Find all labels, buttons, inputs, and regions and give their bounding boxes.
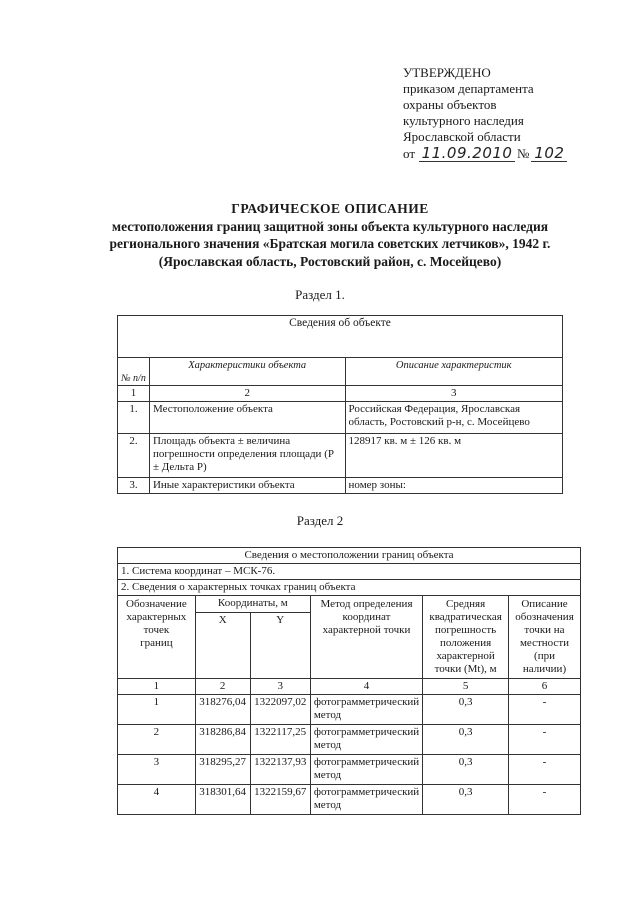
header-error: Средняя квадратическая погрешность положения характерной точки (Mt), м — [423, 596, 509, 679]
row-name: Местоположение объекта — [149, 402, 345, 434]
row-value: Российская Федерация, Ярославская область, Ростовский р-н, с. Мосейцево — [345, 402, 562, 434]
boundary-points-table — [117, 547, 581, 815]
point-method: фотограмметрический метод — [310, 695, 422, 725]
point-y: 1322159,67 — [250, 785, 310, 815]
title-line: местоположения границ защитной зоны объекта культурного наследия — [111, 218, 549, 234]
col-number: 5 — [423, 679, 509, 695]
point-id: 1 — [118, 695, 196, 725]
col-number: 1 — [118, 679, 196, 695]
object-info-table — [117, 315, 563, 494]
row-number: 3. — [118, 478, 150, 494]
approval-line: Ярославской области — [403, 129, 521, 144]
approval-line: приказом департамента — [403, 81, 534, 96]
col-number: 2 — [195, 679, 250, 695]
point-x: 318295,27 — [195, 755, 250, 785]
point-method: фотограмметрический метод — [310, 755, 422, 785]
point-error: 0,3 — [423, 755, 509, 785]
header-coords: Координаты, м — [195, 596, 310, 613]
approval-number: 102 — [531, 145, 567, 162]
table-title: Сведения о местоположении границ объекта — [118, 548, 581, 564]
row-value: 128917 кв. м ± 126 кв. м — [345, 434, 562, 478]
table-row — [118, 755, 581, 785]
approval-line: культурного наследия — [403, 113, 524, 128]
header-desc: Описание обозначения точки на местности (при наличии) — [509, 596, 581, 679]
points-title: 2. Сведения о характерных точках границ объекта — [118, 580, 581, 596]
table-row — [118, 725, 581, 755]
row-name: Иные характеристики объекта — [149, 478, 345, 494]
point-y: 1322137,93 — [250, 755, 310, 785]
header-cell: Описание характеристик — [345, 358, 562, 386]
point-method: фотограмметрический метод — [310, 725, 422, 755]
title-main: ГРАФИЧЕСКОЕ ОПИСАНИЕ — [231, 201, 429, 216]
approval-stamp — [403, 65, 567, 162]
point-x: 318276,04 — [195, 695, 250, 725]
point-error: 0,3 — [423, 725, 509, 755]
section2-heading: Раздел 2 — [296, 513, 344, 528]
header-cell: № п/п — [118, 358, 150, 386]
coord-system: 1. Система координат – МСК-76. — [118, 564, 581, 580]
approval-line: УТВЕРЖДЕНО — [403, 65, 491, 80]
point-error: 0,3 — [423, 695, 509, 725]
point-method: фотограмметрический метод — [310, 785, 422, 815]
document-title — [60, 200, 600, 270]
point-id: 2 — [118, 725, 196, 755]
approval-date: 11.09.2010 — [419, 145, 515, 162]
point-id: 4 — [118, 785, 196, 815]
col-number: 2 — [149, 386, 345, 402]
date-prefix: от — [403, 146, 416, 161]
title-line: (Ярославская область, Ростовский район, с. Мосейцево) — [158, 253, 502, 269]
header-cell: Характеристики объекта — [149, 358, 345, 386]
point-desc: - — [509, 785, 581, 815]
col-number: 4 — [310, 679, 422, 695]
point-x: 318286,84 — [195, 725, 250, 755]
col-number: 6 — [509, 679, 581, 695]
header-point: Обозначение характерных точек границ — [118, 596, 196, 679]
col-number: 3 — [250, 679, 310, 695]
table-row — [118, 434, 563, 478]
row-number: 2. — [118, 434, 150, 478]
point-y: 1322117,25 — [250, 725, 310, 755]
section1-heading: Раздел 1. — [295, 287, 345, 302]
point-y: 1322097,02 — [250, 695, 310, 725]
row-name: Площадь объекта ± величина погрешности определения площади (Р ± Дельта Р) — [149, 434, 345, 478]
table-row — [118, 695, 581, 725]
table-row — [118, 402, 563, 434]
table-title: Сведения об объекте — [118, 316, 563, 358]
table-row — [118, 478, 563, 494]
point-desc: - — [509, 755, 581, 785]
col-number: 3 — [345, 386, 562, 402]
approval-date-row — [403, 145, 567, 162]
point-desc: - — [509, 695, 581, 725]
table-row — [118, 785, 581, 815]
number-prefix: № — [517, 146, 530, 161]
header-x: X — [195, 613, 250, 679]
approval-line: охраны объектов — [403, 97, 497, 112]
point-id: 3 — [118, 755, 196, 785]
point-desc: - — [509, 725, 581, 755]
col-number: 1 — [118, 386, 150, 402]
title-line: регионального значения «Братская могила советских летчиков», 1942 г. — [109, 236, 551, 251]
row-number: 1. — [118, 402, 150, 434]
point-error: 0,3 — [423, 785, 509, 815]
point-x: 318301,64 — [195, 785, 250, 815]
header-method: Метод определения координат характерной точки — [310, 596, 422, 679]
header-y: Y — [250, 613, 310, 679]
row-value: номер зоны: — [345, 478, 562, 494]
